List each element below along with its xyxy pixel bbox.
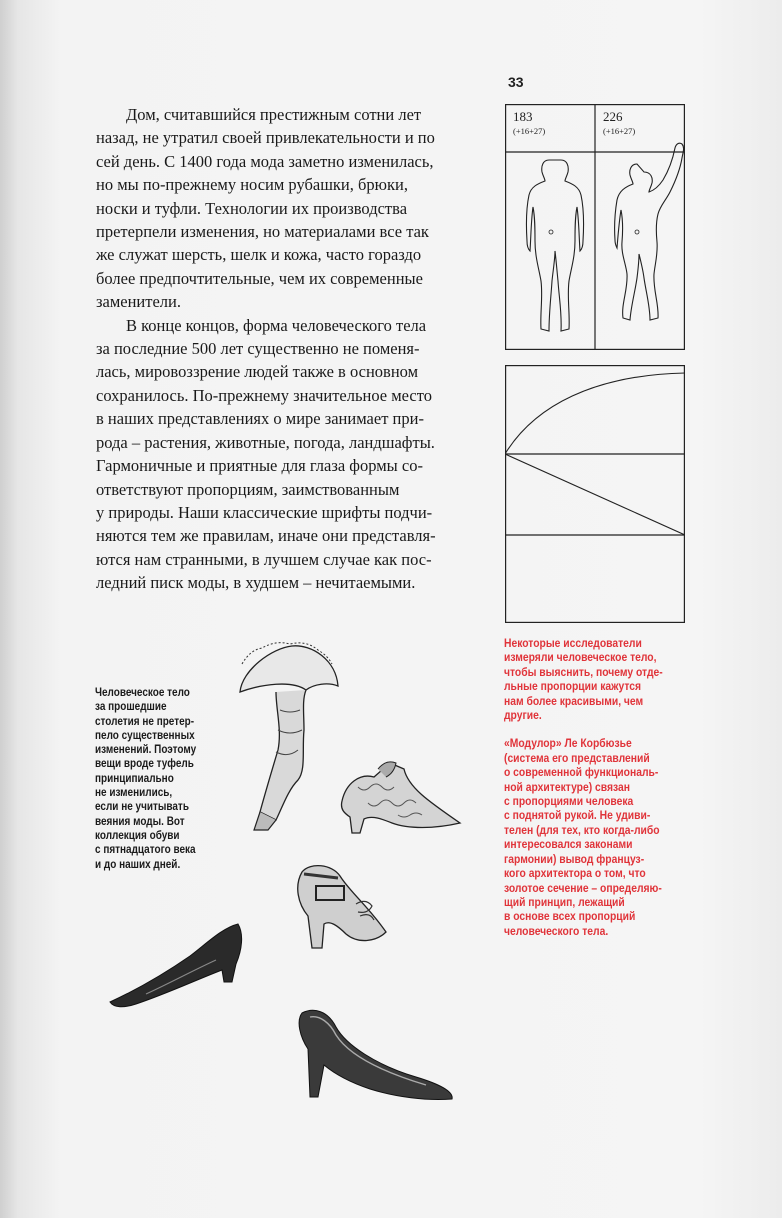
text-line: В конце концов, форма человеческого тела: [126, 315, 427, 335]
right-height-label: 226: [603, 109, 623, 124]
caption-line: ной архитектуре) связан: [504, 779, 631, 794]
caption-line: изменений. Поэтому: [95, 743, 197, 757]
text-line: Гармоничные и приятные для глаза формы со-: [96, 456, 423, 476]
golden-section-figure: [505, 365, 685, 623]
modern-pump-icon: [296, 1005, 458, 1105]
modulor-figure: [505, 104, 685, 350]
caption-paragraph-2: [504, 736, 689, 938]
caption-line: кого архитектора о том, что: [504, 866, 646, 881]
caption-line: измеряли человеческое тело,: [504, 650, 657, 665]
figure-navel: [635, 230, 639, 234]
golden-arc: [505, 373, 685, 454]
caption-line: льные пропорции кажутся: [504, 679, 642, 694]
caption-line: чтобы выяснить, почему отде-: [504, 664, 663, 679]
golden-diagonal: [505, 454, 685, 535]
caption-line: Некоторые исследователи: [504, 636, 642, 650]
text-line: рода – растения, животные, погода, ландшафты.: [96, 432, 435, 452]
text-line: ледний писк моды, в худшем – нечитаемыми.: [96, 573, 416, 593]
text-line: за последние 500 лет существенно не поменя-: [96, 339, 420, 359]
caption-line: и до наших дней.: [95, 857, 181, 871]
rococo-heeled-shoe-icon: [338, 757, 464, 837]
caption-line: телен (для тех, кто когда-либо: [504, 822, 660, 837]
caption-line: золотое сечение – определяю-: [504, 880, 662, 895]
modulor-caption: [504, 636, 689, 938]
caption-line: пело существенных: [95, 728, 195, 742]
text-line: ответствуют пропорциям, заимствованным: [96, 479, 400, 499]
text-line: более предпочтительные, чем их современные: [96, 268, 423, 288]
standing-figure-icon: [526, 160, 583, 331]
caption-line: «Модулор» Ле Корбюзье: [504, 736, 632, 751]
raised-arm-figure-icon: [615, 143, 684, 320]
text-line: носки и туфли. Технологии их производства: [96, 198, 408, 218]
left-sum-label: (+16+27): [513, 126, 546, 136]
text-line: няются тем же правилам, иначе они представля-: [96, 526, 436, 546]
caption-line: принципиально: [95, 771, 174, 785]
caption-line: с пропорциями человека: [504, 794, 634, 809]
caption-line: веяния моды. Вот: [95, 814, 185, 828]
caption-line: о современной функциональ-: [504, 765, 659, 780]
caption-line: за прошедшие: [95, 700, 167, 714]
right-sum-label: (+16+27): [603, 126, 636, 136]
text-line: в наших представлениях о мире занимает при-: [96, 409, 424, 429]
caption-line: нам более красивыми, чем: [504, 693, 644, 708]
text-line: лась, мировоззрение людей также в основном: [96, 362, 419, 382]
text-line: сохранилось. По-прежнему значительное место: [96, 385, 432, 405]
caption-line: щий принцип, лежащий: [504, 894, 625, 909]
shoe-caption: [95, 686, 246, 872]
main-body-text: [96, 103, 486, 595]
buckled-shoe-icon: [292, 860, 392, 954]
text-line: но мы по-прежнему носим рубашки, брюки,: [96, 175, 408, 195]
victorian-heel-icon: [106, 920, 246, 1010]
caption-line: не изменились,: [95, 786, 173, 800]
caption-line: коллекция обуви: [95, 828, 180, 842]
text-line: заменители.: [96, 292, 181, 312]
caption-line: если не учитывать: [95, 800, 189, 814]
caption-line: интересовался законами: [504, 837, 633, 852]
caption-line: в основе всех пропорций: [504, 909, 636, 924]
caption-line: с пятнадцатого века: [95, 843, 196, 857]
caption-line: другие.: [504, 708, 542, 723]
text-line: сей день. С 1400 года мода заметно изменилась,: [96, 151, 434, 171]
paragraph-1: [96, 103, 486, 314]
caption-paragraph-1: [504, 636, 689, 722]
text-line: Дом, считавшийся престижным сотни лет: [126, 105, 422, 124]
medieval-boot-icon: [232, 640, 344, 835]
caption-line: столетия не претер-: [95, 714, 195, 728]
caption-line: с поднятой рукой. Не удиви-: [504, 808, 651, 823]
page-number: 33: [508, 74, 524, 90]
caption-line: гармонии) вывод француз-: [504, 851, 645, 866]
caption-line: Человеческое тело: [95, 686, 190, 699]
text-line: претерпели изменения, но материалами все так: [96, 222, 429, 242]
left-height-label: 183: [513, 109, 533, 124]
figure-navel: [549, 230, 553, 234]
caption-line: человеческого тела.: [504, 923, 609, 938]
caption-line: (система его представлений: [504, 750, 650, 765]
paragraph-2: [96, 314, 486, 595]
text-line: же служат шерсть, шелк и кожа, часто гораздо: [96, 245, 422, 265]
text-line: ются нам странными, в лучшем случае как пос-: [96, 549, 432, 569]
text-line: у природы. Наши классические шрифты подчи-: [96, 502, 433, 522]
text-line: назад, не утратил своей привлекательности и по: [96, 128, 435, 148]
caption-line: вещи вроде туфель: [95, 757, 194, 771]
